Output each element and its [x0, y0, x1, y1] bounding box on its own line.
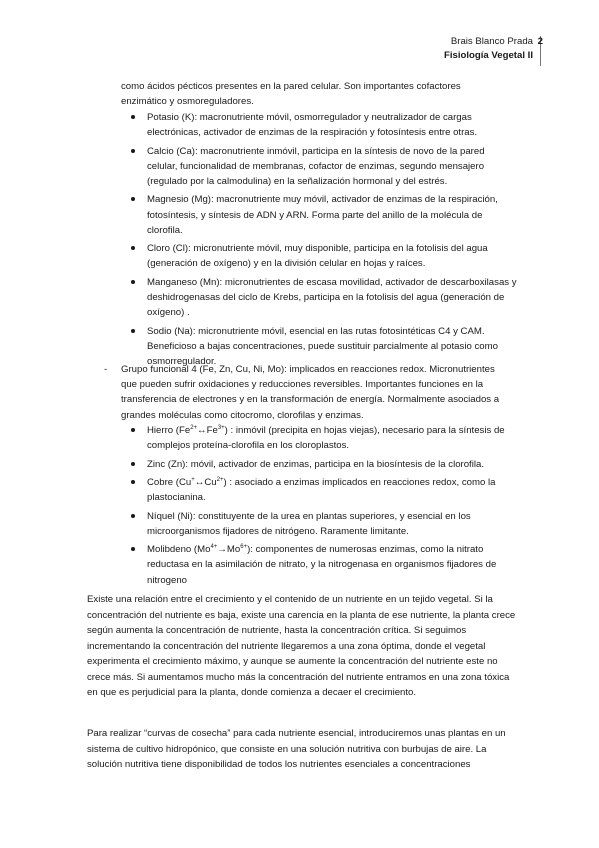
group3-list: [147, 110, 517, 372]
bullet-icon: [131, 514, 135, 518]
bullet-icon: [131, 197, 135, 201]
list-item-zinc: Zinc (Zn): móvil, activador de enzimas, participa en la biosíntesis de la clorofila.: [147, 457, 517, 472]
list-item-nickel: Níquel (Ni): constituyente de la urea en plantas superiores, y esencial en los microorganismos fijadores de nitrógeno. Raramente limitante.: [147, 509, 517, 539]
bullet-icon: [131, 115, 135, 119]
bullet-icon: [131, 329, 135, 333]
bullet-icon: [131, 547, 135, 551]
paragraph-growth: Existe una relación entre el crecimiento y el contenido de un nutriente en un tejido vegetal. Si la concentración del nutriente es baja, existe una carencia en la planta de ese nutriente, la planta crece según aumenta la concentración de nutriente, hasta la concentración crítica. Si seguimos incrementando la concentración del nutriente llegaremos a una zona óptima, donde el vegetal experimenta el crecimiento máximo, y aunque se aumente la concentración del nutriente este no crece más. Si aumentamos mucho más la concentración del nutriente entramos en una zona tóxica en que es perjudicial para la planta, donde comienza a decaer el crecimiento.: [87, 594, 516, 698]
bullet-icon: [131, 280, 135, 284]
list-item-molybdenum: Molibdeno $(Mo^{4+}\to Mo^{6+})$: componentes de numerosas enzimas, como la nitrato reductasa en la asimilación de nitrato, y la nitrogenasa en organismos fijadores de nitrogeno: [147, 542, 517, 588]
list-item: Magnesio (Mg): macronutriente muy móvil, activador de enzimas de la respiración, fotosíntesis, y síntesis de ADN y ARN. Forma parte del anillo de la molécula de clorofila.: [147, 192, 517, 238]
list-item: Cloro (Cl): micronutriente móvil, muy disponible, participa en la fotolisis del agua (generación de oxígeno) y en la división celular en hojas y raíces.: [147, 241, 517, 271]
list-item: Sodio (Na): micronutriente móvil, esencial en las rutas fotosintéticas C4 y CAM. Beneficioso a bajas concentraciones, puede sustituir parcialmente al potasio como osmorregulador.: [147, 324, 517, 370]
bullet-icon: [131, 246, 135, 250]
bullet-icon: [131, 462, 135, 466]
list-dash: -: [104, 364, 108, 375]
group4-list: [147, 423, 517, 591]
paragraph-harvest-curves: Para realizar “curvas de cosecha” para cada nutriente esencial, introduciremos unas plantas en un sistema de cultivo hidropónico, que consiste en una solución nutritiva con burbujas de aire. La solución nutritiva tiene disponibilidad de todos los nutrientes esenciales a concentraciones: [87, 728, 506, 770]
intro-continuation: como ácidos pécticos presentes en la pared celular. Son importantes cofactores enzimático y osmoreguladores.: [121, 81, 461, 108]
course-title: Fisiología Vegetal II: [443, 50, 533, 61]
bullet-icon: [131, 480, 135, 484]
list-item: Manganeso (Mn): micronutrientes de escasa movilidad, activador de descarboxilasas y deshidrogenasas del ciclo de Krebs, participa en la fotolisis del agua (generación de oxígeno) .: [147, 275, 517, 321]
list-item-copper: Cobre $(Cu^+\leftrightarrow Cu^{2+})$ : asociado a enzimas implicados en reacciones redox, como la plastocianina.: [147, 475, 517, 505]
list-item-iron: Hierro $(Fe^{2+}\leftrightarrow Fe^{3+})$ : inmóvil (precipita en hojas viejas), necesario para la síntesis de complejos proteína-clorofila en los cloroplastos.: [147, 423, 517, 453]
bullet-icon: [131, 149, 135, 153]
bullet-icon: [131, 428, 135, 432]
author-name: Brais Blanco Prada: [450, 36, 533, 47]
list-item: Calcio (Ca): macronutriente inmóvil, participa en la síntesis de novo de la pared celular, funcionalidad de membranas, cofactor de enzimas, segundo mensajero (regulado por la calmodulina) en la señalización hormonal y del estrés.: [147, 144, 517, 190]
list-item: Potasio (K): macronutriente móvil, osmorregulador y neutralizador de cargas electrónicas, activador de enzimas de la respiración y fotosíntesis entre otras.: [147, 110, 517, 140]
page-number: 2: [537, 36, 543, 47]
page-header: [444, 35, 533, 63]
group4-intro: Grupo funcional 4 (Fe, Zn, Cu, Ni, Mo): implicados en reacciones redox. Micronutrientes que pueden sufrir oxidaciones y reducciones reversibles. Importantes funciones en la transferencia de electrones y en la transformación de energía. Normalmente asociados a grandes moléculas como citocromo, clorofilas y enzimas.: [121, 364, 500, 421]
